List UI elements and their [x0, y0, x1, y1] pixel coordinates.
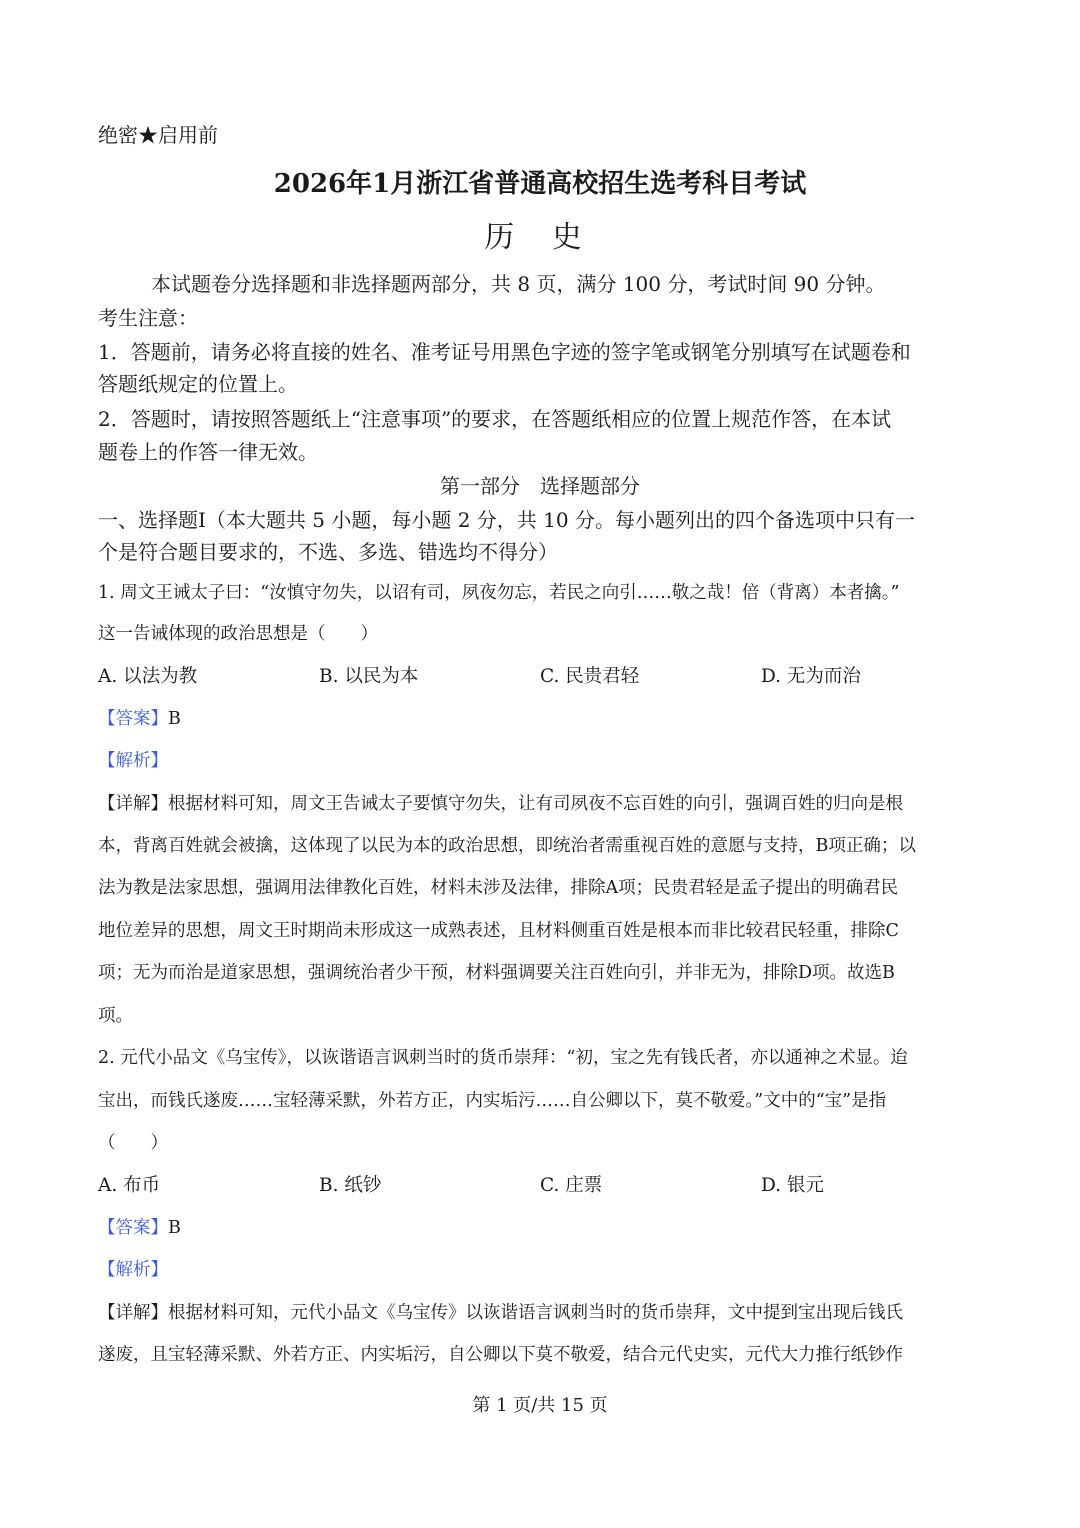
- page-footer: 第 1 页/共 15 页: [472, 1395, 608, 1416]
- q1-detail-line-6: 项。: [98, 1006, 133, 1026]
- q2-detail-line-2: 遂废，且宝轻薄采默、外若方正、内实垢污，自公卿以下莫不敬爱，结合元代史实，元代大力推行纸钞作: [98, 1345, 903, 1365]
- q2-analysis-label: 【解析】: [98, 1260, 168, 1280]
- q1-answer: [98, 706, 181, 732]
- q1-option-d: D. 无为而治: [761, 666, 861, 687]
- note-1-line-2: 答题纸规定的位置上。: [98, 372, 298, 396]
- q2-option-c: C. 庄票: [540, 1175, 603, 1196]
- q1-detail-line-3: 法为教是法家思想，强调用法律教化百姓，材料未涉及法律，排除A项；民贵君轻是孟子提出的明确君民: [98, 878, 899, 898]
- note-1-line-1: 1．答题前，请务必将直接的姓名、准考证号用黑色字迹的签字笔或钢笔分别填写在试题卷和: [98, 340, 911, 364]
- note-2-line-2: 题卷上的作答一律无效。: [98, 440, 318, 464]
- q2-option-d: D. 银元: [761, 1175, 824, 1196]
- q2-stem-line-1: 2. 元代小品文《乌宝传》，以诙谐语言讽刺当时的货币崇拜：“初，宝之先有钱氏者，亦以通神之术显。迨: [98, 1048, 908, 1068]
- q1-stem-line-2: 这一告诫体现的政治思想是（ ）: [98, 624, 378, 644]
- q1-answer-label: 【答案】: [98, 709, 168, 729]
- q2-detail-label: 【详解】: [98, 1303, 168, 1323]
- q2-option-a: A. 布币: [98, 1175, 161, 1196]
- q1-option-c: C. 民贵君轻: [540, 666, 640, 687]
- part-heading: 第一部分 选择题部分: [440, 474, 640, 498]
- q1-option-a: A. 以法为教: [98, 666, 198, 687]
- subject-title: 历 史: [484, 220, 596, 255]
- q2-option-b: B. 纸钞: [319, 1175, 382, 1196]
- section-heading-line-2: 个是符合题目要求的，不选、多选、错选均不得分）: [98, 540, 558, 564]
- q2-detail-line-1: 【详解】根据材料可知，元代小品文《乌宝传》以诙谐语言讽刺当时的货币崇拜，文中提到宝出现后钱氏: [98, 1303, 903, 1323]
- q1-detail-label: 【详解】: [98, 794, 168, 814]
- secret-mark: 绝密★启用前: [98, 123, 218, 147]
- notice-label: 考生注意：: [98, 306, 198, 330]
- q2-stem-line-2: 宝出，而钱氏遂废……宝轻薄采默，外若方正，内实垢污……自公卿以下，莫不敬爱。”文中的“宝”是指: [98, 1091, 887, 1111]
- exam-title: 2026年1月浙江省普通高校招生选考科目考试: [273, 169, 807, 199]
- note-2-line-1: 2．答题时，请按照答题纸上“注意事项”的要求，在答题纸相应的位置上规范作答，在本试: [98, 407, 892, 431]
- intro-line: 本试题卷分选择题和非选择题两部分，共 8 页，满分 100 分，考试时间 90 分钟。: [151, 272, 886, 296]
- q1-detail-line-2: 本，背离百姓就会被擒，这体现了以民为本的政治思想，即统治者需重视百姓的意愿与支持，B项正确；以: [98, 836, 916, 856]
- q1-option-b: B. 以民为本: [319, 666, 419, 687]
- section-heading-line-1: 一、选择题Ⅰ（本大题共 5 小题，每小题 2 分，共 10 分。每小题列出的四个备选项中只有一: [98, 508, 915, 532]
- q1-analysis-label: 【解析】: [98, 751, 168, 771]
- q1-answer-value: B: [168, 709, 181, 729]
- q2-stem-line-3: （ ）: [98, 1133, 168, 1153]
- q1-detail-line-4: 地位差异的思想，周文王时期尚未形成这一成熟表述，且材料侧重百姓是根本而非比较君民轻重，排除C: [98, 921, 899, 941]
- q1-detail-line-1: 【详解】根据材料可知，周文王告诫太子要慎守勿失，让有司夙夜不忘百姓的向引，强调百姓的归向是根: [98, 794, 903, 814]
- q2-answer-label: 【答案】: [98, 1218, 168, 1238]
- q2-answer: [98, 1215, 181, 1241]
- q2-answer-value: B: [168, 1218, 181, 1238]
- q1-detail-line-5: 项；无为而治是道家思想，强调统治者少干预，材料强调要关注百姓向引，并非无为，排除D项。故选B: [98, 963, 895, 983]
- q1-stem-line-1: 1. 周文王诫太子曰：“汝慎守勿失，以诏有司，夙夜勿忘，若民之向引……敬之哉！倍（背离）本者擒。”: [98, 583, 900, 603]
